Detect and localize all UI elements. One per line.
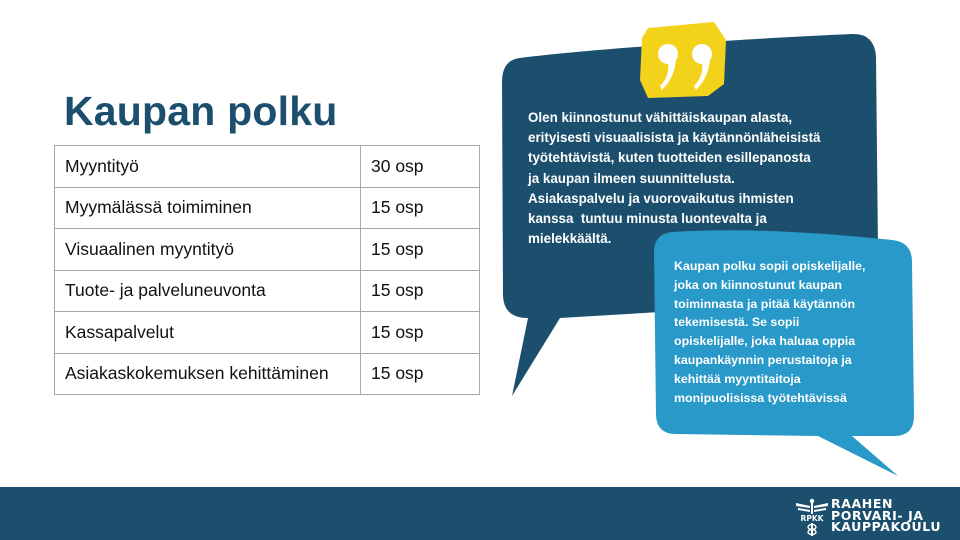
module-credits: 15 osp	[361, 312, 480, 354]
quote-line: erityisesti visuaalisista ja käytännönläheisistä	[528, 130, 821, 146]
caduceus-logo-icon	[794, 497, 830, 537]
module-name: Tuote- ja palveluneuvonta	[55, 270, 361, 312]
info-line: opiskelijalle, joka haluaa oppia	[674, 334, 856, 349]
quote-line: mielekkäältä.	[528, 231, 612, 247]
info-line: joka on kiinnostunut kaupan	[674, 277, 842, 292]
info-line: kaupankäynnin perustaitoja ja	[674, 352, 852, 367]
quote-line: Olen kiinnostunut vähittäiskaupan alasta,	[528, 110, 793, 125]
logo-line: KAUPPAKOULU	[831, 519, 942, 534]
module-credits: 15 osp	[361, 187, 480, 229]
slide-title: Kaupan polku	[64, 88, 338, 134]
info-text	[674, 257, 906, 407]
module-credits: 15 osp	[361, 270, 480, 312]
info-line: kehittää myyntitaitoja	[674, 371, 801, 386]
logo-text	[831, 498, 941, 533]
svg-text:RPKK: RPKK	[800, 514, 824, 523]
module-name: Visuaalinen myyntityö	[55, 229, 361, 271]
info-line: monipuolisissa työtehtävissä	[674, 390, 847, 405]
info-line: toiminnasta ja pitää käytännön	[674, 296, 856, 311]
quote-line: työtehtävistä, kuten tuotteiden esillepanosta	[528, 150, 811, 166]
logo-line: PORVARI- JA	[831, 507, 924, 523]
module-credits: 30 osp	[361, 146, 480, 188]
logo-line: RAAHEN	[831, 496, 894, 511]
module-name: Myyntityö	[55, 146, 361, 188]
quote-line: ja kaupan ilmeen suunnittelusta.	[528, 170, 735, 186]
module-name: Asiakaskokemuksen kehittäminen	[55, 353, 361, 395]
module-credits: 15 osp	[361, 229, 480, 271]
quote-line: kanssa tuntuu minusta luontevalta ja	[528, 211, 767, 227]
info-line: tekemisestä. Se sopii	[674, 315, 800, 330]
quote-marks-icon	[640, 22, 726, 98]
module-credits: 15 osp	[361, 353, 480, 395]
module-name: Kassapalvelut	[55, 312, 361, 354]
school-logo	[794, 497, 954, 537]
quote-text	[528, 108, 858, 249]
info-line: Kaupan polku sopii opiskelijalle,	[674, 259, 866, 273]
module-name: Myymälässä toimiminen	[55, 187, 361, 229]
quote-line: Asiakaspalvelu ja vuorovaikutus ihmisten	[528, 190, 794, 206]
